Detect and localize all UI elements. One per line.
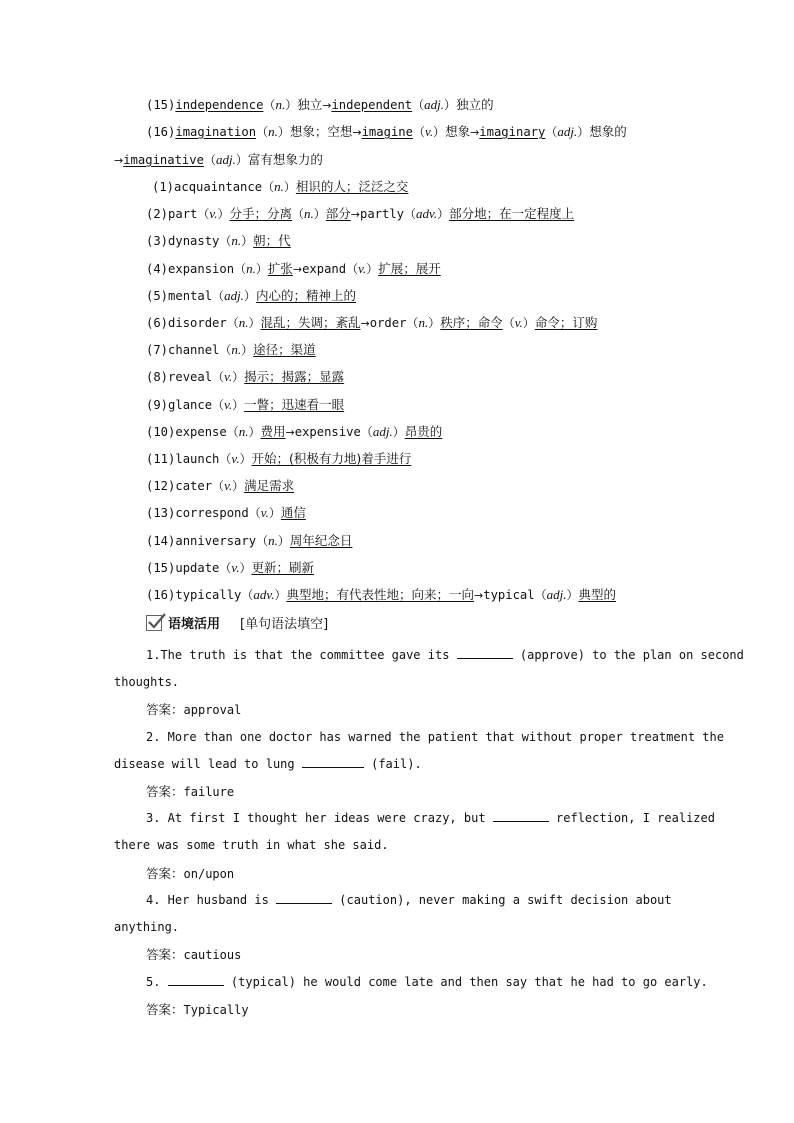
answer-blank xyxy=(457,646,513,659)
question-3-line-1: 3. At first I thought her ideas were crazy, but reflection, I realized xyxy=(146,811,715,825)
vocab-line-16: (16)imagination（n.）想象；空想→imagine（v.）想象→imaginary（adj.）想象的 xyxy=(146,124,627,139)
list-item: (6)disorder（n.）混乱；失调；紊乱→order（n.）秩序；命令（v.）命令；订购 xyxy=(146,315,598,330)
question-4-line-2: anything. xyxy=(114,920,180,934)
list-item: (16)typically（adv.）典型地；有代表性地；向来；一向→typical（adj.）典型的 xyxy=(146,587,617,602)
checkbox-check-icon xyxy=(146,615,162,631)
question-2-line-2: disease will lead to lung (fail). xyxy=(114,757,422,771)
question-5-line-1: 5. (typical) he would come late and then say that he had to go early. xyxy=(146,975,708,989)
list-item: (5)mental（adj.）内心的；精神上的 xyxy=(146,288,356,303)
answer-blank xyxy=(493,809,549,822)
list-item: (8)reveal（v.）揭示；揭露；显露 xyxy=(146,369,345,384)
vocab-line-15: (15)independence（n.）独立→independent（adj.）独立的 xyxy=(146,97,494,112)
answer-1: 答案：approval xyxy=(146,702,242,717)
list-item: (15)update（v.）更新；刷新 xyxy=(146,560,314,575)
list-item: (11)launch（v.）开始；(积极有力地)着手进行 xyxy=(146,451,412,466)
answer-blank xyxy=(168,973,224,986)
list-item: (3)dynasty（n.）朝；代 xyxy=(146,233,291,248)
question-1-line-1: 1.The truth is that the committee gave its (approve) to the plan on second xyxy=(146,648,744,662)
list-item: (13)correspond（v.）通信 xyxy=(146,505,306,520)
section-subtitle: [单句语法填空] xyxy=(240,617,329,632)
answer-blank xyxy=(302,755,364,768)
list-item: (2)part（v.）分手；分离（n.）部分→partly（adv.）部分地；在一定程度上 xyxy=(146,206,575,221)
list-item: (14)anniversary（n.）周年纪念日 xyxy=(146,533,353,548)
list-item: (4)expansion（n.）扩张→expand（v.）扩展；展开 xyxy=(146,261,441,276)
answer-2: 答案：failure xyxy=(146,784,235,799)
section-title: 语境活用 xyxy=(168,617,221,632)
list-item: (10)expense（n.）费用→expensive（adj.）昂贵的 xyxy=(146,424,443,439)
question-2-line-1: 2. More than one doctor has warned the patient that without proper treatment the xyxy=(146,730,724,744)
question-3-line-2: there was some truth in what she said. xyxy=(114,838,389,852)
section-header xyxy=(146,613,328,632)
list-item: (12)cater（v.）满足需求 xyxy=(146,478,295,493)
list-item: (9)glance（v.）一瞥；迅速看一眼 xyxy=(146,397,345,412)
list-item: (1)acquaintance（n.）相识的人；泛泛之交 xyxy=(152,179,409,194)
answer-blank xyxy=(276,891,332,904)
answer-3: 答案：on/upon xyxy=(146,866,235,881)
question-1-line-2: thoughts. xyxy=(114,675,180,689)
answer-5: 答案：Typically xyxy=(146,1002,249,1017)
question-4-line-1: 4. Her husband is (caution), never making a swift decision about xyxy=(146,893,672,907)
answer-4: 答案：cautious xyxy=(146,947,242,962)
vocab-line-16-cont: →imaginative（adj.）富有想象力的 xyxy=(114,152,323,167)
list-item: (7)channel（n.）途径；渠道 xyxy=(146,342,316,357)
